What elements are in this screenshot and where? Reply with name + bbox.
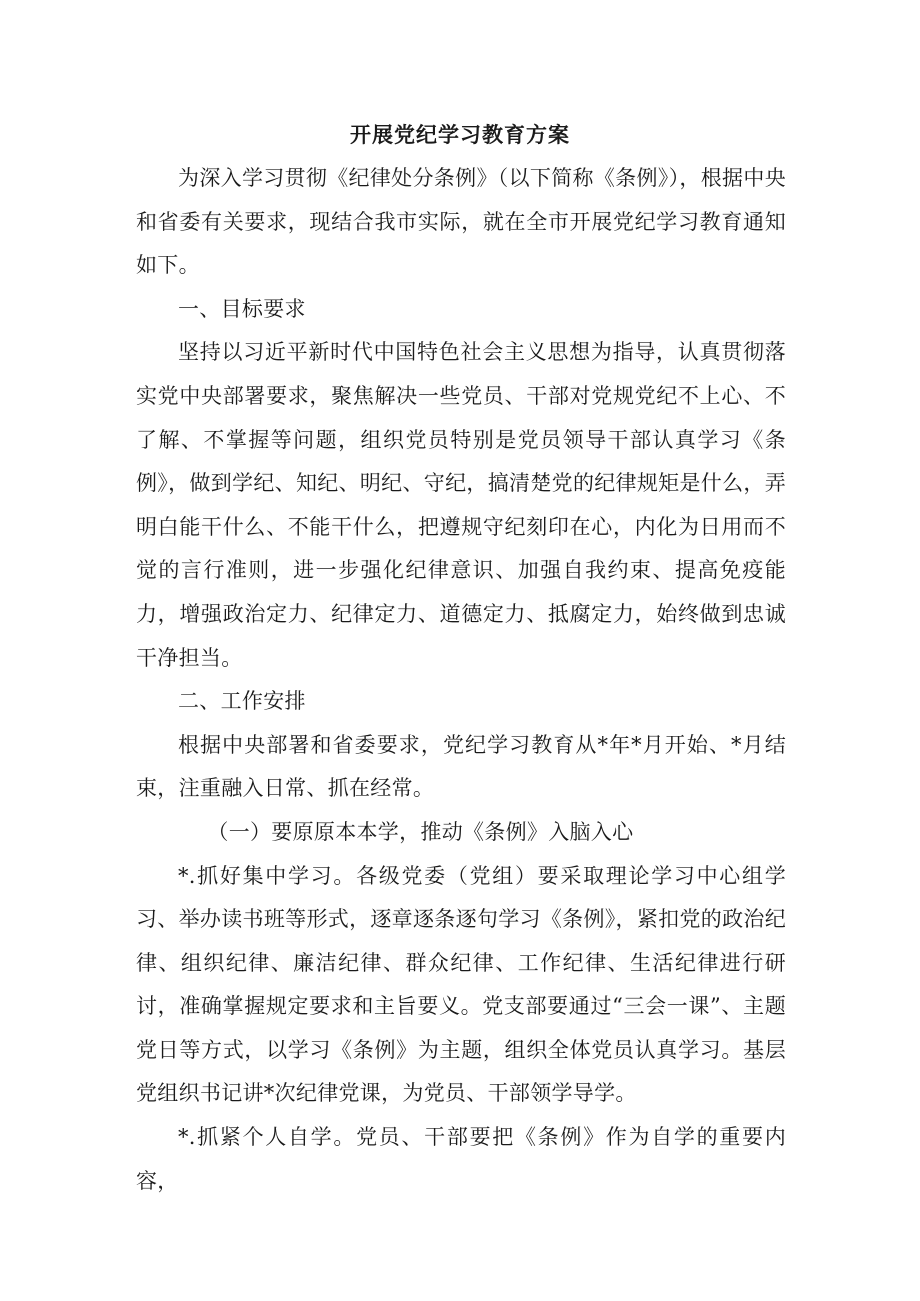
document-title: 开展党纪学习教育方案 bbox=[350, 122, 570, 147]
paragraph-intro: 为深入学习贯彻《纪律处分条例》（以下简称《条例》），根据中央和省委有关要求，现结合我市实际，就在全市开展党纪学习教育通知如下。 bbox=[136, 166, 786, 278]
subsection-heading-study: （一）要原原本本学，推动《条例》入脑入心 bbox=[207, 819, 634, 844]
section-heading-goals: 一、目标要求 bbox=[178, 296, 306, 321]
document-body bbox=[136, 157, 786, 1203]
paragraph-self-study: *.抓紧个人自学。党员、干部要把《条例》作为自学的重要内容， bbox=[136, 1125, 786, 1193]
paragraph-group-study: *.抓好集中学习。各级党委（党组）要采取理论学习中心组学习、举办读书班等形式，逐章逐条逐句学习《条例》，紧扣党的政治纪律、组织纪律、廉洁纪律、群众纪律、工作纪律、生活纪律进行研讨，准确掌握规定要求和主旨要义。党支部要通过“三会一课”、主题党日等方式，以学习《条例》为主题，组织全体党员认真学习。基层党组织书记讲*次纪律党课，为党员、干部领学导学。 bbox=[136, 863, 786, 1106]
paragraph-arrangement: 根据中央部署和省委要求，党纪学习教育从*年*月开始、*月结束，注重融入日常、抓在经常。 bbox=[136, 732, 786, 801]
section-heading-arrangement: 二、工作安排 bbox=[178, 689, 306, 714]
paragraph-goals: 坚持以习近平新时代中国特色社会主义思想为指导，认真贯彻落实党中央部署要求，聚焦解决一些党员、干部对党规党纪不上心、不了解、不掌握等问题，组织党员特别是党员领导干部认真学习《条例》，做到学纪、知纪、明纪、守纪，搞清楚党的纪律规矩是什么，弄明白能干什么、不能干什么，把遵规守纪刻印在心，内化为日用而不觉的言行准则，进一步强化纪律意识、加强自我约束、提高免疫能力，增强政治定力、纪律定力、道德定力、抵腐定力，始终做到忠诚干净担当。 bbox=[136, 340, 786, 670]
